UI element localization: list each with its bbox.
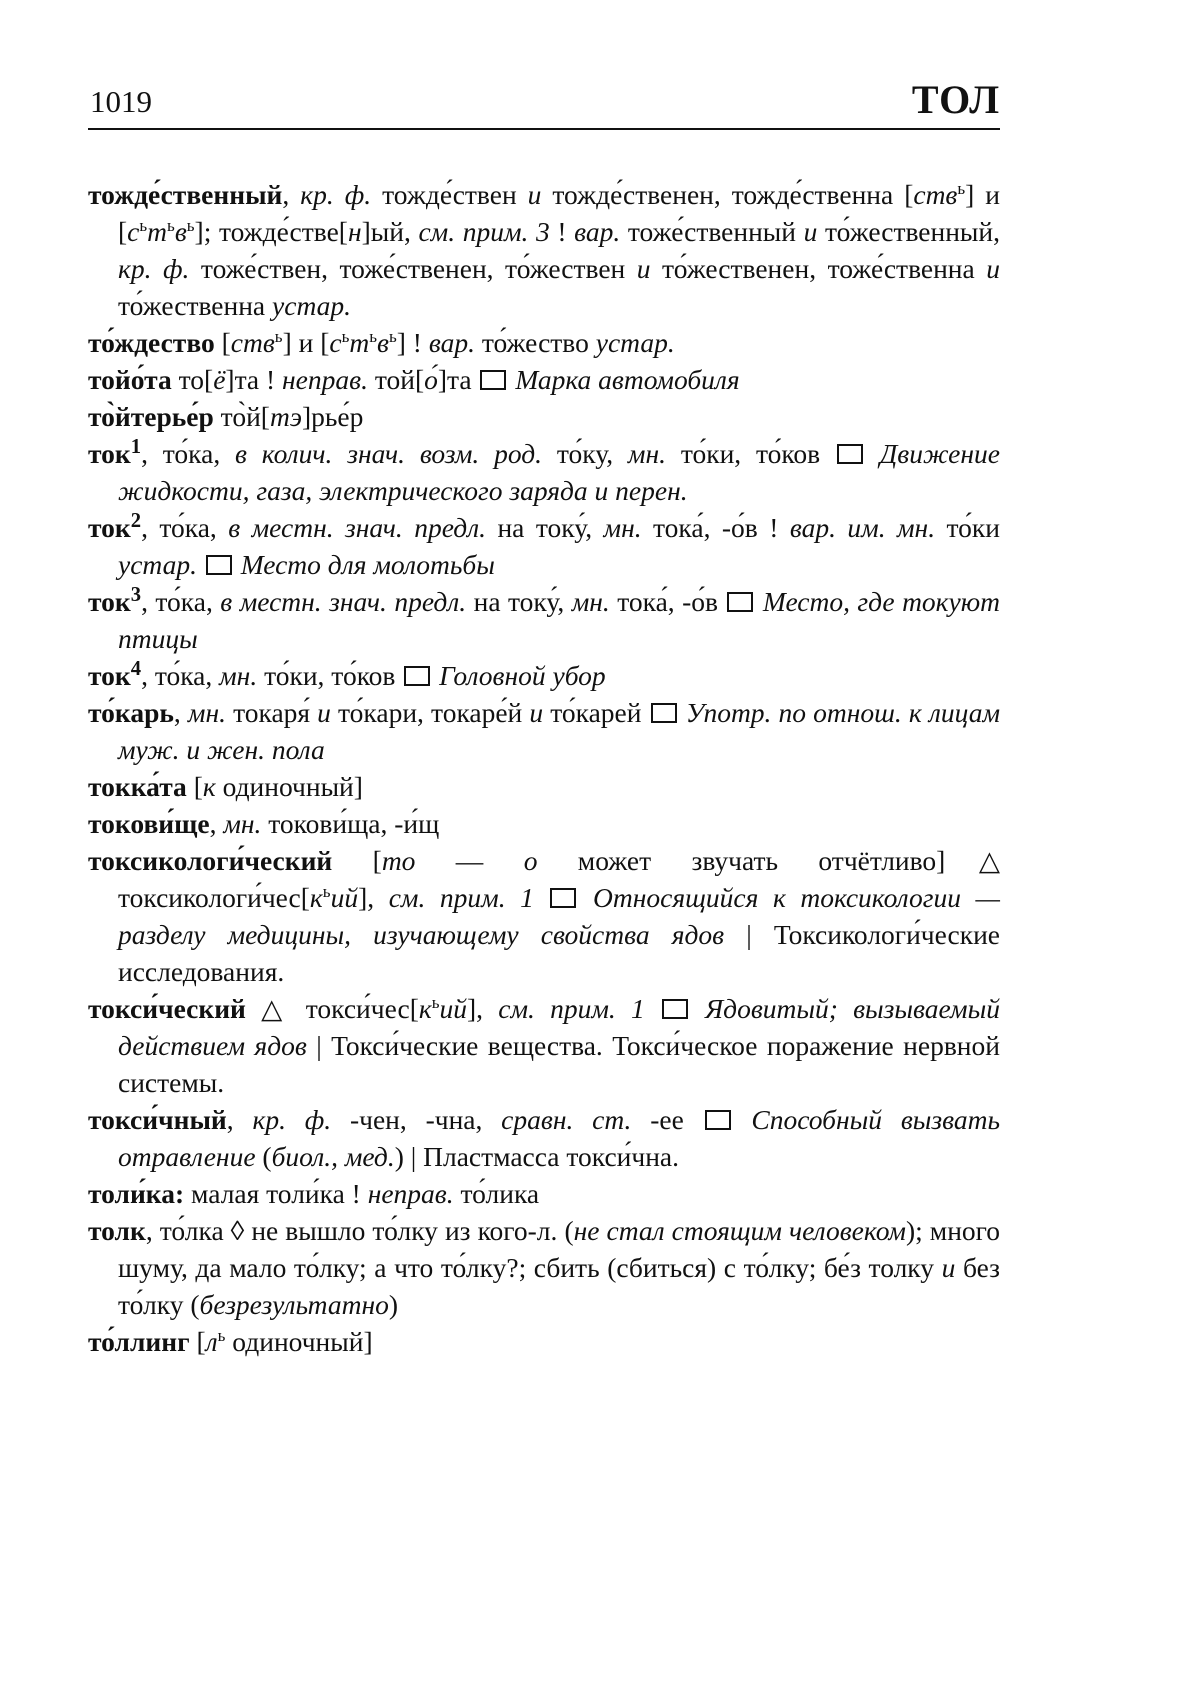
dictionary-entry <box>88 768 1000 805</box>
italic-label: см. прим. 3 <box>418 216 550 247</box>
italic-label: то <box>381 845 416 876</box>
headword: тожде́ственный <box>88 179 283 210</box>
dictionary-entry <box>88 657 1000 694</box>
superscript: ь <box>369 326 378 346</box>
text: одиночный] <box>215 771 363 802</box>
text <box>197 549 204 580</box>
dictionary-entry <box>88 176 1000 324</box>
text: тоже́ствен, тоже́ственен, то́жествен <box>189 253 637 284</box>
headword: ток <box>88 512 131 543</box>
superscript: ь <box>167 215 175 235</box>
dictionary-entries <box>88 176 1000 1360</box>
box-icon <box>206 555 232 575</box>
italic-label: см. прим. 1 <box>498 993 645 1024</box>
italic-label: ий <box>330 882 359 913</box>
italic-label: не стал стоящим человеком <box>573 1215 906 1246</box>
italic-label: к <box>418 993 432 1024</box>
text: , то́ка, <box>141 586 221 617</box>
box-icon <box>480 370 506 390</box>
text: ]ый, <box>361 216 419 247</box>
text: [ <box>332 845 382 876</box>
italic-label: Относящийся к токсикологии — разделу медицины, изучающему свойства ядов <box>118 882 1000 950</box>
dictionary-entry <box>88 1175 1000 1212</box>
text: то́ки, то́ков <box>666 438 835 469</box>
headword: то́ллинг <box>88 1326 190 1357</box>
italic-label: устар. <box>272 290 352 321</box>
italic-label: неправ. <box>367 1178 454 1209</box>
italic-label: тэ <box>269 401 302 432</box>
italic-label: мн. <box>219 660 258 691</box>
headword: токсикологи́ческий <box>88 845 333 876</box>
box-icon <box>404 666 430 686</box>
text: , <box>226 1104 253 1135</box>
italic-label: с <box>127 216 140 247</box>
italic-label: к <box>309 882 323 913</box>
italic-label: о́ <box>424 364 438 395</box>
text: то̀й[ <box>213 401 270 432</box>
italic-label: л <box>205 1326 218 1357</box>
superscript: ь <box>388 326 397 346</box>
text: ] и [ <box>118 179 1001 247</box>
italic-label: Место для молотьбы <box>233 549 495 580</box>
text: ]рье́р <box>301 401 364 432</box>
italic-label: и <box>941 1252 956 1283</box>
text: ] ! <box>396 327 429 358</box>
text: то́жественен, тоже́ственна <box>650 253 987 284</box>
italic-label: мн. <box>571 586 610 617</box>
text: — <box>415 845 524 876</box>
text: ) | Пластмасса токси́чна. <box>394 1141 680 1172</box>
text: то[ <box>171 364 214 395</box>
italic-label: и <box>529 697 544 728</box>
italic-label: кр. ф. <box>118 253 190 284</box>
italic-label: мн. <box>627 438 666 469</box>
box-icon <box>651 703 677 723</box>
text: то́жество <box>474 327 596 358</box>
headword: ток <box>88 438 131 469</box>
homonym-number: 1 <box>130 435 142 458</box>
dictionary-entry <box>88 435 1000 509</box>
text: , то́ка, <box>141 660 220 691</box>
text <box>645 993 660 1024</box>
box-icon <box>550 888 576 908</box>
headword: токси́ческий <box>88 993 246 1024</box>
text: токаря́ <box>225 697 318 728</box>
text: [ <box>189 1326 206 1357</box>
text: может звучать отчётливо]△ токсикологи́чес[ <box>118 845 1000 913</box>
italic-label: Употр. по отнош. к лицам муж. и жен. пола <box>118 697 1000 765</box>
dictionary-entry <box>88 1212 1000 1323</box>
headword: толк <box>88 1215 146 1246</box>
homonym-number: 3 <box>130 583 142 606</box>
text: то́кари, токаре́й <box>330 697 530 728</box>
italic-label: Головной убор <box>432 660 606 691</box>
text: без то́лку ( <box>118 1252 1000 1320</box>
italic-label: см. прим. 1 <box>388 882 534 913</box>
text: тожде́ствен <box>371 179 528 210</box>
text: тоже́ственный <box>620 216 804 247</box>
text: ); много шуму, да мало то́лку; а что то́лку?; сбить (сбиться) с то́лку; бе́з толку <box>118 1215 1001 1283</box>
italic-label: Марка автомобиля <box>508 364 740 395</box>
text: то́ки, то́ков <box>257 660 403 691</box>
italic-label: в колич. знач. возм. род. <box>235 438 543 469</box>
text: ]; тожде́стве[ <box>194 216 348 247</box>
italic-label: и <box>317 697 331 728</box>
italic-label: мн. <box>603 512 642 543</box>
headword: то́карь <box>88 697 174 728</box>
dictionary-entry <box>88 583 1000 657</box>
italic-label: и <box>986 253 1000 284</box>
box-icon <box>662 999 688 1019</box>
text: ) <box>388 1289 399 1320</box>
text: тока́, -о́в ! <box>641 512 790 543</box>
dictionary-entry <box>88 990 1000 1101</box>
homonym-number: 2 <box>130 509 142 532</box>
italic-label: в местн. знач. предл. <box>220 586 467 617</box>
dictionary-entry <box>88 324 1000 361</box>
italic-label: безрезультатно <box>199 1289 389 1320</box>
text: тока́, -о́в <box>609 586 726 617</box>
superscript: ь <box>217 1325 226 1345</box>
headword: тойо́та <box>88 364 172 395</box>
italic-label: мн. <box>223 808 262 839</box>
text: ], <box>467 993 499 1024</box>
text: той[ <box>367 364 425 395</box>
text: то́лика <box>453 1178 540 1209</box>
text <box>534 882 549 913</box>
text: ( <box>255 1141 272 1172</box>
text: на току́, <box>466 586 572 617</box>
italic-label: Движение жидкости, газа, электрического заряда и перен. <box>118 438 1000 506</box>
italic-label: вар. им. мн. <box>789 512 936 543</box>
italic-label: Место, где токуют птицы <box>118 586 1001 654</box>
text: то́карей <box>543 697 649 728</box>
text: то́жественный, <box>817 216 1000 247</box>
italic-label: кр. ф. <box>300 179 372 210</box>
dictionary-entry <box>88 361 1000 398</box>
italic-label: кр. ф. <box>252 1104 332 1135</box>
text: то́ку, <box>542 438 628 469</box>
text: , то́лка ◊ не вышло то́лку из кого-л. ( <box>145 1215 574 1246</box>
text: , то́ка, <box>141 438 236 469</box>
text: то́жественна <box>118 290 273 321</box>
box-icon <box>727 592 753 612</box>
text: ] и [ <box>282 327 330 358</box>
text: малая толи́ка ! <box>184 1178 368 1209</box>
italic-label: биол., мед. <box>271 1141 395 1172</box>
text: ], <box>358 882 389 913</box>
text: △ токси́чес[ <box>245 993 419 1024</box>
text: [ <box>186 771 203 802</box>
italic-label: к <box>202 771 216 802</box>
page-number: 1019 <box>90 84 152 119</box>
superscript: ь <box>431 992 440 1012</box>
italic-label: ё <box>213 364 226 395</box>
text: , то́ка, <box>141 512 229 543</box>
superscript: ь <box>957 178 966 198</box>
text: [ <box>214 327 231 358</box>
superscript: ь <box>322 881 331 901</box>
headword: то̀йтерье́р <box>88 401 214 432</box>
italic-label: и <box>636 253 651 284</box>
headword: ток <box>88 586 131 617</box>
italic-label: в <box>174 216 187 247</box>
text: на току́, <box>486 512 604 543</box>
italic-label: устар. <box>595 327 675 358</box>
text: , <box>282 179 301 210</box>
italic-label: вар. <box>428 327 475 358</box>
italic-label: ств <box>230 327 275 358</box>
text: то́ки <box>935 512 1000 543</box>
homonym-number: 4 <box>130 657 142 680</box>
italic-label: вар. <box>574 216 621 247</box>
italic-label: ств <box>913 179 958 210</box>
italic-label: Способный вызвать отравление <box>118 1104 1001 1172</box>
text: , <box>173 697 188 728</box>
text: ]та <box>437 364 479 395</box>
guide-word: ТОЛ <box>911 77 1000 122</box>
italic-label: с <box>329 327 342 358</box>
italic-label: устар. <box>118 549 197 580</box>
superscript: ь <box>341 326 350 346</box>
headword: толи́ка: <box>88 1178 185 1209</box>
italic-label: и <box>527 179 542 210</box>
text: -чен, -чна, <box>331 1104 502 1135</box>
italic-label: в местн. знач. предл. <box>228 512 487 543</box>
headword: токови́ще <box>88 808 210 839</box>
italic-label: неправ. <box>282 364 368 395</box>
italic-label: н <box>347 216 362 247</box>
dictionary-entry <box>88 1101 1000 1175</box>
headword: то́ждество <box>88 327 215 358</box>
text: ! <box>549 216 575 247</box>
italic-label: в <box>377 327 389 358</box>
superscript: ь <box>186 215 195 235</box>
italic-label: т <box>147 216 168 247</box>
box-icon <box>837 444 863 464</box>
dictionary-entry <box>88 509 1000 583</box>
text: , <box>209 808 224 839</box>
italic-label: о <box>523 845 538 876</box>
italic-label: т <box>349 327 370 358</box>
box-icon <box>705 1110 731 1130</box>
text: токови́ща, -и́щ <box>261 808 440 839</box>
text: тожде́ственен, тожде́ственна [ <box>541 179 914 210</box>
dictionary-entry <box>88 694 1000 768</box>
dictionary-entry <box>88 805 1000 842</box>
headword: токка́та <box>88 771 187 802</box>
italic-label: и <box>803 216 818 247</box>
italic-label: сравн. ст. <box>501 1104 632 1135</box>
dictionary-entry <box>88 1323 1000 1360</box>
headword: ток <box>88 660 131 691</box>
text: | Токси́ческие вещества. Токси́ческое поражение нервной системы. <box>118 1030 1000 1098</box>
italic-label: Ядовитый; вызываемый действием ядов <box>118 993 1000 1061</box>
text: | Токсикологи́ческие исследования. <box>118 919 1001 987</box>
italic-label: ий <box>439 993 468 1024</box>
italic-label: мн. <box>187 697 226 728</box>
page-header <box>88 78 1000 130</box>
text: -ее <box>631 1104 703 1135</box>
superscript: ь <box>139 215 148 235</box>
dictionary-entry <box>88 398 1000 435</box>
dictionary-entry <box>88 842 1000 990</box>
text: ]та ! <box>225 364 283 395</box>
text: одиночный] <box>225 1326 373 1357</box>
headword: токси́чный <box>88 1104 227 1135</box>
superscript: ь <box>274 326 283 346</box>
